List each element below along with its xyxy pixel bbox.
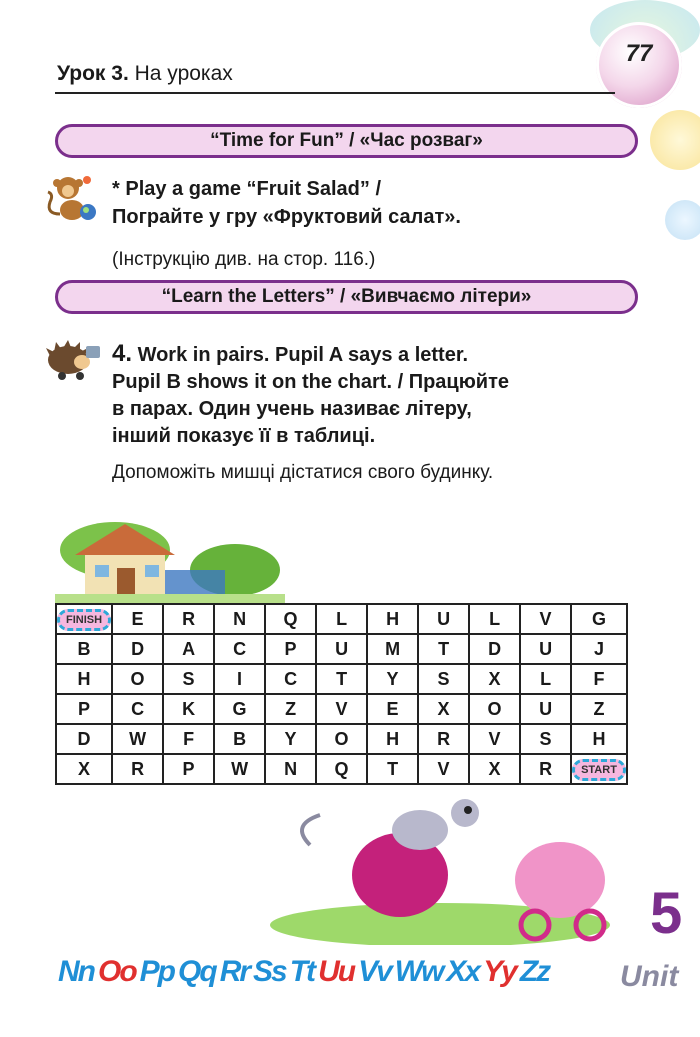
task-star-text: Play a game “Fruit Salad” /: [125, 178, 382, 200]
chart-cell: [571, 754, 627, 784]
alphabet-letter-pair: Vv: [358, 955, 391, 988]
letter-chart: [55, 603, 628, 785]
chart-cell: H: [367, 724, 418, 754]
task4-line-3: в парах. Один учень називає літеру,: [112, 398, 472, 420]
chart-cell: E: [367, 694, 418, 724]
chart-cell: T: [418, 634, 469, 664]
chart-cell: D: [112, 634, 163, 664]
chart-cell: R: [418, 724, 469, 754]
chart-cell: Y: [367, 664, 418, 694]
chart-cell: X: [56, 754, 112, 784]
chart-cell: G: [214, 694, 265, 724]
chart-cell: [56, 604, 112, 634]
chart-cell: W: [214, 754, 265, 784]
chart-cell: V: [520, 604, 571, 634]
alphabet-letter-pair: Rr: [219, 955, 250, 988]
chart-row: [56, 604, 627, 634]
task4-line-1-text: Work in pairs. Pupil A says a letter.: [137, 344, 469, 366]
chart-cell: P: [265, 634, 316, 664]
chart-cell: L: [469, 604, 520, 634]
chart-cell: F: [571, 664, 627, 694]
chart-cell: M: [367, 634, 418, 664]
alphabet-letter-pair: Qq: [178, 955, 216, 988]
hedgehog-icon: [42, 336, 104, 380]
chart-cell: U: [520, 694, 571, 724]
chart-cell: G: [571, 604, 627, 634]
chart-cell: N: [265, 754, 316, 784]
chart-cell: T: [316, 664, 367, 694]
decorative-ball-right-low: [665, 200, 700, 240]
task-star-line1: [112, 176, 381, 203]
alphabet-letter-pair: Ss: [253, 955, 286, 988]
chart-cell: H: [571, 724, 627, 754]
chart-cell: P: [163, 754, 214, 784]
monkey-icon: [42, 170, 100, 230]
chart-cell: U: [520, 634, 571, 664]
chart-cell: T: [367, 754, 418, 784]
lesson-topic: На уроках: [134, 62, 233, 85]
chart-row: [56, 634, 627, 664]
chart-cell: V: [418, 754, 469, 784]
chart-cell: J: [571, 634, 627, 664]
chart-cell: U: [316, 634, 367, 664]
task4-number: 4.: [112, 340, 133, 367]
chart-cell: W: [112, 724, 163, 754]
alphabet-letter-pair: Yy: [483, 955, 516, 988]
page-number: 77: [625, 40, 653, 67]
chart-cell: C: [112, 694, 163, 724]
header-divider: [55, 92, 615, 94]
chart-cell: R: [163, 604, 214, 634]
alphabet-letter-pair: Uu: [318, 955, 355, 988]
chart-cell: S: [163, 664, 214, 694]
chart-cell: X: [469, 754, 520, 784]
chart-cell: R: [520, 754, 571, 784]
chart-cell: F: [163, 724, 214, 754]
chart-cell: L: [316, 604, 367, 634]
chart-cell: I: [214, 664, 265, 694]
chart-row: [56, 694, 627, 724]
alphabet-letter-pair: Xx: [446, 955, 480, 988]
chart-cell: Q: [265, 604, 316, 634]
task4-line-4: інший показує її в таблиці.: [112, 425, 376, 447]
chart-cell: V: [316, 694, 367, 724]
task4-line-1: [112, 340, 652, 369]
task-star-line2: Пограйте у гру «Фруктовий салат».: [112, 206, 461, 228]
task4-instructions: [112, 340, 652, 450]
chart-cell: Q: [316, 754, 367, 784]
chart-cell: C: [265, 664, 316, 694]
section-banner-time-for-fun: “Time for Fun” / «Час розваг»: [55, 124, 638, 158]
chart-cell: E: [112, 604, 163, 634]
chart-cell: Z: [265, 694, 316, 724]
chart-row: [56, 724, 627, 754]
unit-label: Unit: [620, 960, 679, 993]
section-banner-learn-letters: “Learn the Letters” / «Вивчаємо літери»: [55, 280, 638, 314]
alphabet-letter-pair: Oo: [98, 955, 136, 988]
chart-cell: A: [163, 634, 214, 664]
lesson-number: Урок 3.: [57, 62, 129, 85]
chart-cell: Y: [265, 724, 316, 754]
lesson-title: [57, 62, 233, 86]
chart-cell: H: [367, 604, 418, 634]
chart-cell: L: [520, 664, 571, 694]
chart-cell: Z: [571, 694, 627, 724]
alphabet-strip: [58, 955, 553, 989]
chart-cell: C: [214, 634, 265, 664]
house-illustration: [55, 510, 285, 605]
chart-cell: B: [56, 634, 112, 664]
chart-cell: H: [56, 664, 112, 694]
chart-row: [56, 754, 627, 784]
chart-cell: R: [112, 754, 163, 784]
alphabet-letter-pair: Nn: [58, 955, 94, 988]
chart-cell: P: [56, 694, 112, 724]
chart-cell: K: [163, 694, 214, 724]
alphabet-letter-pair: Tt: [289, 955, 315, 988]
start-badge: START: [572, 759, 626, 781]
chart-cell: N: [214, 604, 265, 634]
chart-cell: O: [112, 664, 163, 694]
decorative-ball-right: [650, 110, 700, 170]
mouse-with-pram-illustration: [270, 785, 650, 945]
unit-number: 5: [650, 881, 683, 946]
chart-cell: D: [56, 724, 112, 754]
alphabet-letter-pair: Ww: [394, 955, 443, 988]
chart-cell: S: [520, 724, 571, 754]
task-star-marker: *: [112, 178, 120, 200]
chart-cell: X: [418, 694, 469, 724]
chart-cell: S: [418, 664, 469, 694]
task4-note: Допоможіть мишці дістатися свого будинку.: [112, 462, 494, 483]
finish-badge: FINISH: [57, 609, 111, 631]
chart-cell: X: [469, 664, 520, 694]
chart-cell: U: [418, 604, 469, 634]
chart-cell: D: [469, 634, 520, 664]
chart-cell: O: [316, 724, 367, 754]
chart-cell: B: [214, 724, 265, 754]
alphabet-letter-pair: Zz: [519, 955, 550, 988]
chart-row: [56, 664, 627, 694]
chart-cell: O: [469, 694, 520, 724]
chart-cell: V: [469, 724, 520, 754]
task4-line-2: Pupil B shows it on the chart. / Працюйте: [112, 371, 509, 393]
task-star-note: (Інструкцію див. на стор. 116.): [112, 249, 376, 270]
alphabet-letter-pair: Pp: [139, 955, 175, 988]
